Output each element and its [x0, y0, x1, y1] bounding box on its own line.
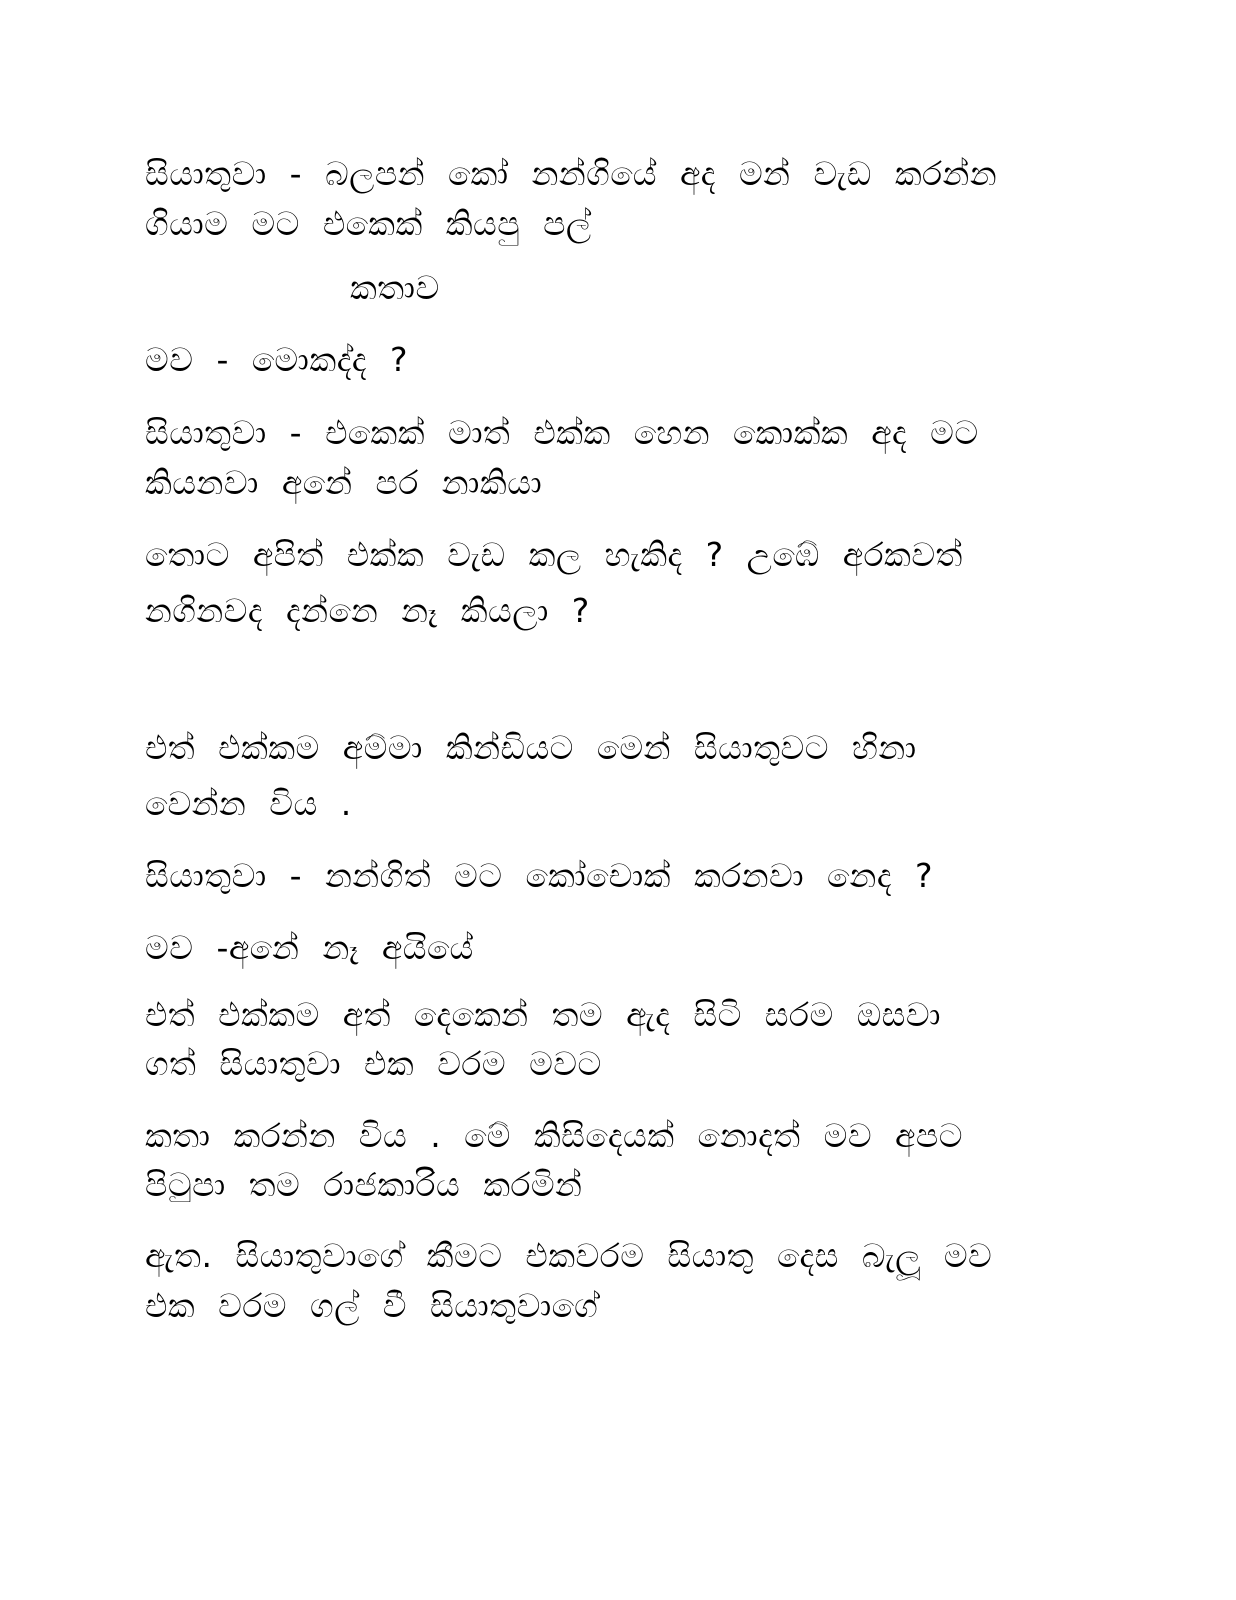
text-line-18: එක වරම ගල් වී සියාතුවාගේ	[145, 1286, 599, 1325]
text-line-4: මව - මොකද්ද ?	[145, 340, 409, 379]
text-line-1: සියාතුවා - බලපන් කෝ නන්ගියේ අද මන් වැඩ කරන්න	[145, 154, 998, 193]
text-line-10: වෙන්න විය .	[145, 784, 352, 823]
text-line-12: මව -අනේ නෑ අයියේ	[145, 928, 474, 967]
text-line-8: නගිනවද දන්නෙ නෑ කියලා ?	[145, 591, 590, 630]
text-line-14: ගත් සියාතුවා එක වරම මවට	[145, 1044, 602, 1083]
text-line-6: කියනවා අනේ පර නාකියා	[145, 463, 543, 502]
text-line-7: තොට අපිත් එක්ක වැඩ කල හැකිද ? උඹේ අරකවත්	[145, 535, 963, 574]
text-line-16: පිටුපා තම රාජකාරිය කරමින්	[145, 1165, 583, 1204]
text-line-11: සියාතුවා - නන්ගිත් මට කෝචොක් කරනවා නෙද ?	[145, 856, 933, 895]
text-line-5: සියාතුවා - එකෙක් මාත් එක්ක හෙන කොක්ක අද මට	[145, 413, 979, 452]
text-line-13: එත් එක්කම අත් දෙකෙන් තම ඇද සිටි සරම ඔසවා	[145, 995, 941, 1034]
text-line-3: කතාව	[350, 268, 440, 307]
text-line-2: ගියාම මට එකෙක් කියපු පල්	[145, 204, 592, 243]
text-line-9: එත් එක්කම අම්මා කින්ඩියට මෙන් සියාතුවට හිනා	[145, 728, 917, 767]
text-line-17: ඇත. සියාතුවාගේ කීමට එකවරම සියාතු දෙස බැලූ මව	[145, 1236, 993, 1275]
text-line-15: කතා කරන්න විය . මේ කිසිදෙයක් නොදත් මව අපට	[145, 1116, 963, 1155]
